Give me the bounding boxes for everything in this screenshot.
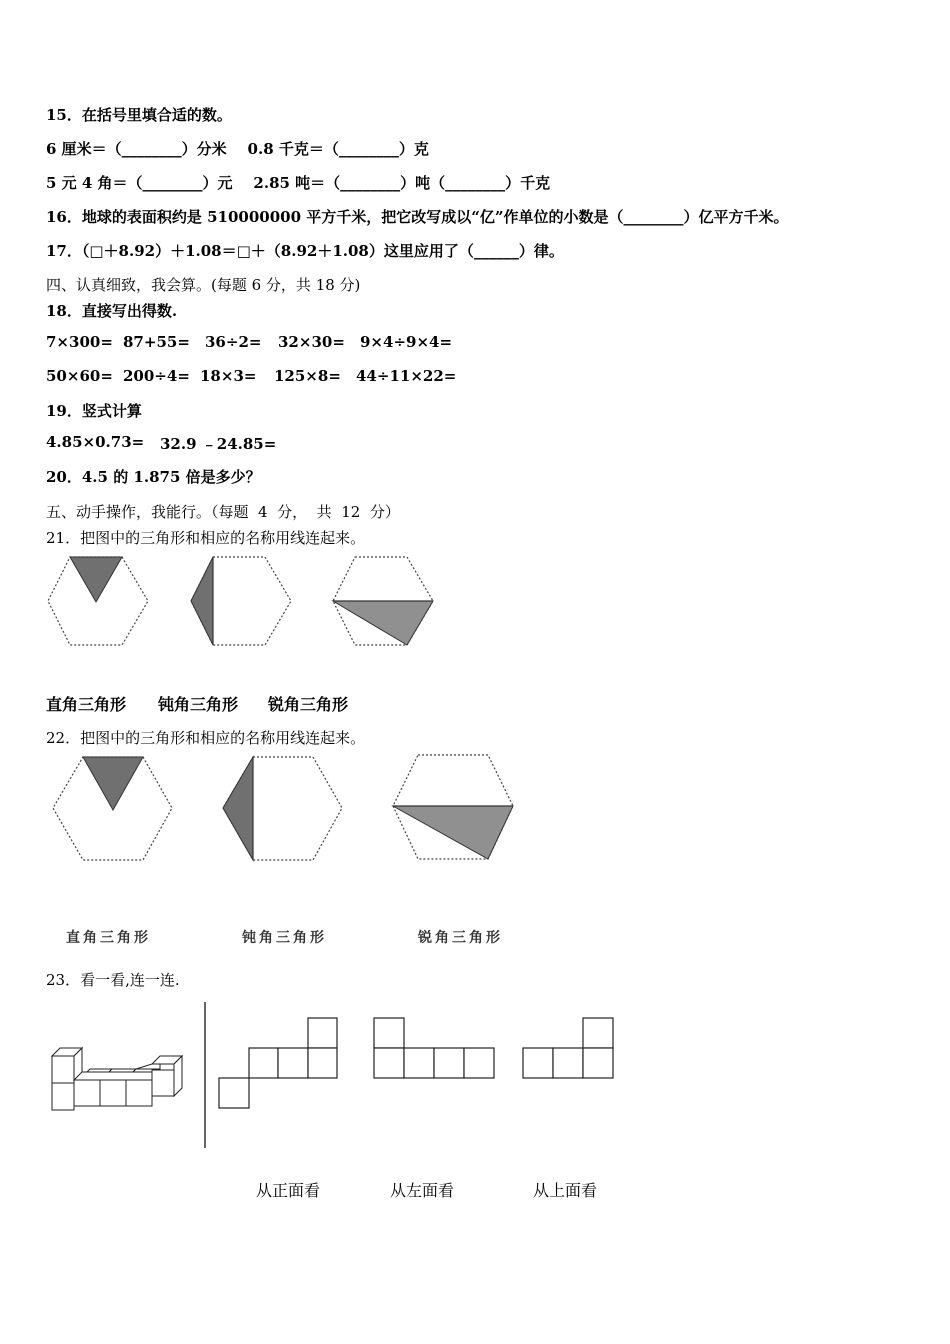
q23-view-left[interactable]: 从左面看 bbox=[390, 1181, 455, 1200]
q23-view-figure-2[interactable] bbox=[373, 1017, 497, 1080]
q23-cube-structure[interactable] bbox=[44, 1040, 189, 1115]
vertical-calc-item: 32.9 ﹣24.85= bbox=[160, 435, 277, 453]
calc-item: 36÷2= bbox=[205, 333, 262, 351]
q15-title: 15．在括号里填合适的数。 bbox=[46, 106, 232, 124]
q23-view-top[interactable]: 从上面看 bbox=[533, 1181, 598, 1200]
q21-hexagon-obtuse-triangle[interactable] bbox=[183, 555, 298, 650]
q15-row2: 5 元 4 角＝（________）元 2.85 吨＝（________）吨（________）千克 bbox=[46, 174, 551, 192]
q23-divider-line bbox=[203, 1002, 207, 1148]
q22-name-right[interactable]: 直角三角形 bbox=[66, 930, 151, 946]
calc-item: 7×300= bbox=[46, 333, 113, 351]
section5-heading: 五、动手操作，我能行。（每题 4 分， 共 12 分） bbox=[46, 503, 400, 521]
q22-name-obtuse[interactable]: 钝角三角形 bbox=[242, 930, 327, 946]
vertical-calc-item: 4.85×0.73= bbox=[46, 433, 145, 451]
q23-view-front[interactable]: 从正面看 bbox=[256, 1181, 321, 1200]
q17-text: 17．（□＋8.92）＋1.08＝□＋（8.92＋1.08）这里应用了（______）律。 bbox=[46, 242, 564, 260]
q23-view-figure-1[interactable] bbox=[218, 1017, 340, 1110]
q21-name-acute[interactable]: 锐角三角形 bbox=[268, 695, 349, 714]
q21-name-obtuse[interactable]: 钝角三角形 bbox=[158, 695, 239, 714]
q22-hexagon-acute-triangle[interactable] bbox=[388, 753, 518, 865]
calc-item: 200÷4= bbox=[123, 367, 190, 385]
q20-text: 20．4.5 的 1.875 倍是多少？ bbox=[46, 468, 261, 486]
q23-view-figure-3[interactable] bbox=[522, 1017, 616, 1080]
section4-heading: 四、认真细致，我会算。(每题 6 分，共 18 分) bbox=[46, 276, 361, 294]
q15-row1: 6 厘米＝（________）分米 0.8 千克＝（________）克 bbox=[46, 140, 429, 158]
q22-name-acute[interactable]: 锐角三角形 bbox=[418, 930, 503, 946]
q21-title: 21．把图中的三角形和相应的名称用线连起来。 bbox=[46, 529, 366, 547]
calc-item: 32×30= bbox=[278, 333, 345, 351]
calc-item: 9×4÷9×4= bbox=[360, 333, 453, 351]
q21-hexagon-acute-triangle[interactable] bbox=[325, 555, 440, 650]
calc-item: 125×8= bbox=[274, 367, 341, 385]
calc-item: 50×60= bbox=[46, 367, 113, 385]
q22-title: 22．把图中的三角形和相应的名称用线连起来。 bbox=[46, 729, 366, 747]
q21-name-right[interactable]: 直角三角形 bbox=[46, 695, 127, 714]
calc-item: 44÷11×22= bbox=[356, 367, 457, 385]
q16-text: 16．地球的表面积约是 510000000 平方千米，把它改写成以“亿”作单位的小数是（________）亿平方千米。 bbox=[46, 208, 789, 226]
q22-hexagon-obtuse-triangle[interactable] bbox=[218, 755, 348, 865]
q23-title: 23．看一看,连一连. bbox=[46, 971, 180, 989]
q21-hexagon-right-triangle[interactable] bbox=[40, 555, 155, 650]
calc-item: 87+55= bbox=[123, 333, 190, 351]
calc-item: 18×3= bbox=[200, 367, 257, 385]
q18-title: 18．直接写出得数. bbox=[46, 302, 178, 320]
q22-hexagon-right-triangle[interactable] bbox=[48, 755, 178, 865]
q19-title: 19．竖式计算 bbox=[46, 402, 142, 420]
